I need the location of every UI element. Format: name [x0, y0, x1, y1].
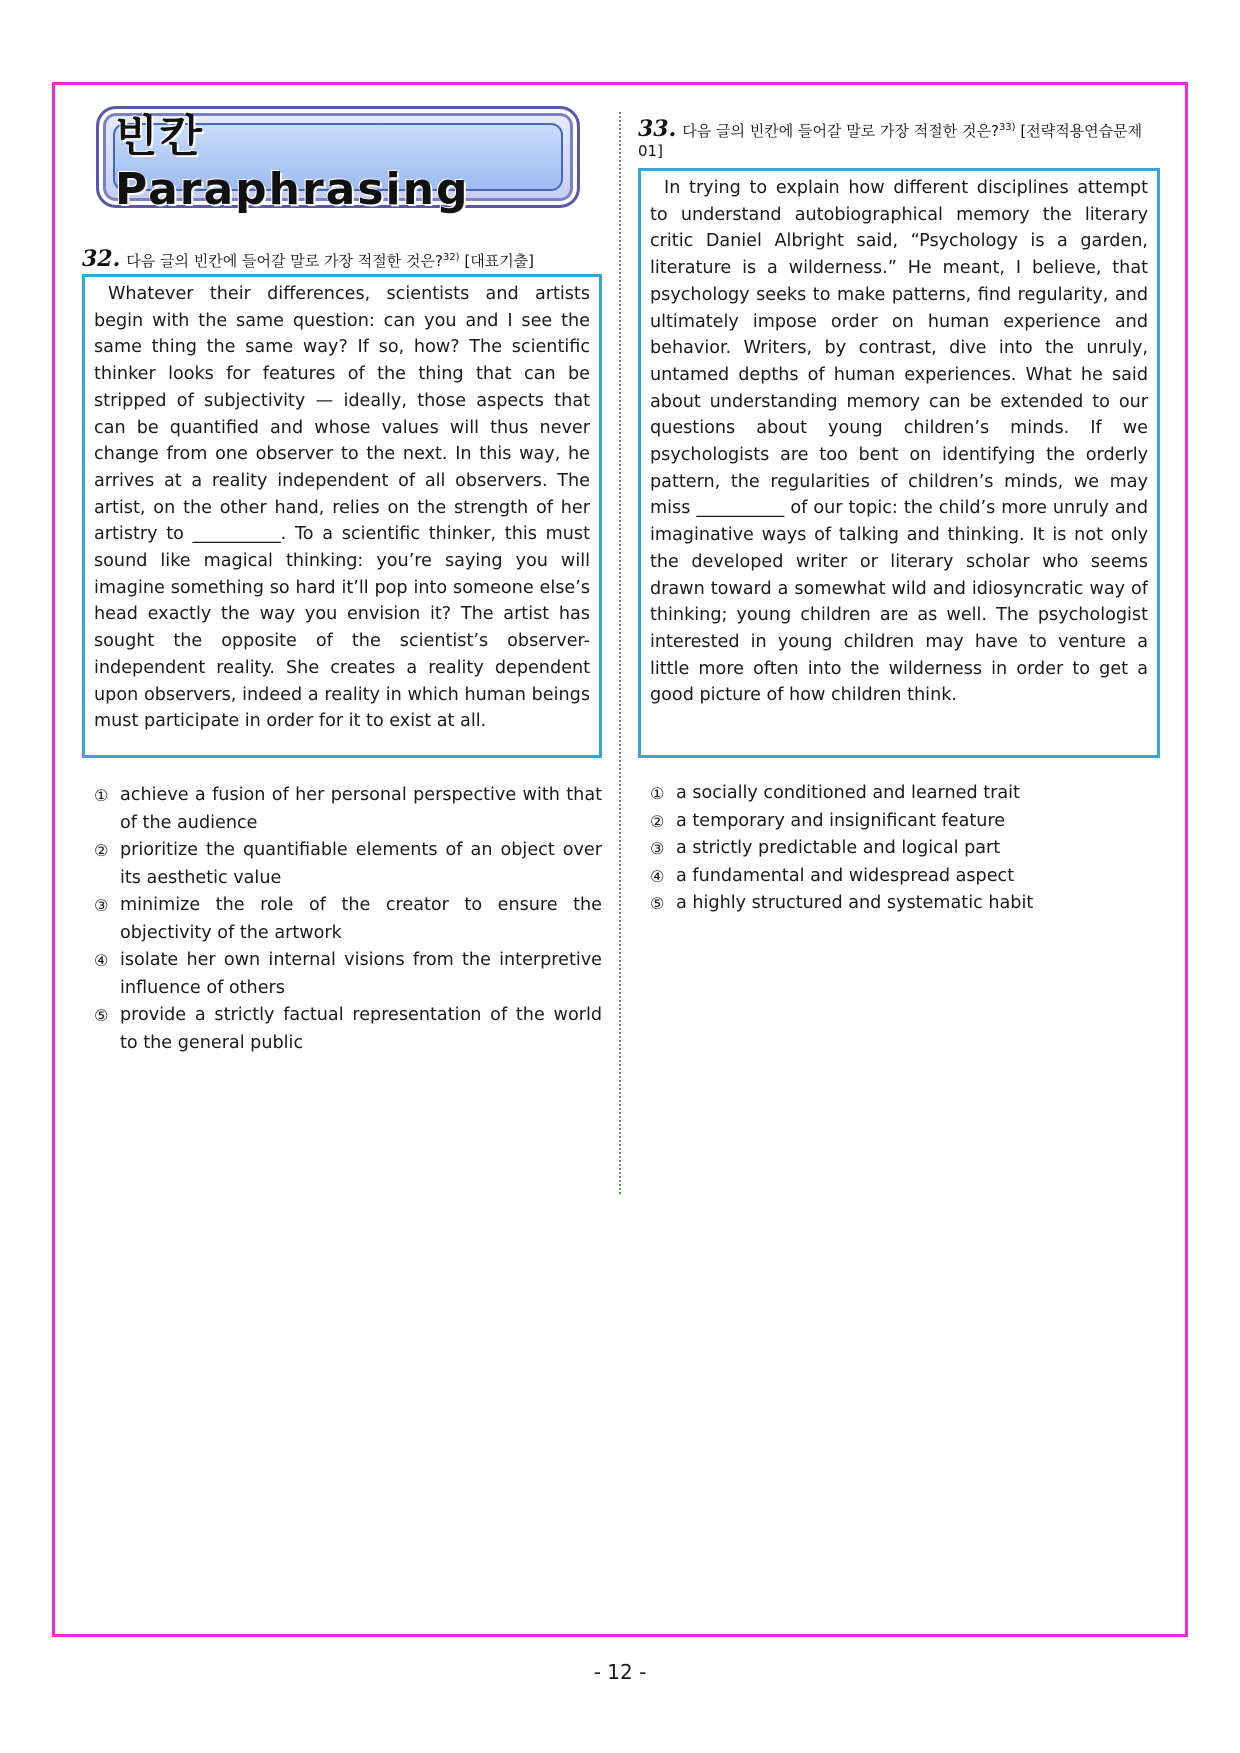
q33-passage-text: In trying to explain how different disciplines attempt to understand autobiographical memory the literary critic Daniel Albright said, “Psychology is a garden, literature is a wilderness.” He meant, I believe, that psychology seeks to make patterns, find regularity, and ultimately impose order on human experience and behavior. Writers, by contrast, dive into the unruly, untamed depths of human experiences. What he said about understanding memory can be extended to our questions about young children’s minds. If we psychologists are too bent on identifying the orderly pattern, the regularities of children’s minds, we may miss __________ of our topic: the child’s more unruly and imaginative ways of talking and thinking. It is not only the developed writer or literary scholar who seems drawn toward a somewhat wild and idiosyncratic way of thinking; young children are as well. The psychologist interested in young children may have to venture a little more often into the wilderness in order to get a good picture of how children think. — [650, 178, 1148, 706]
q33-choice-2[interactable] — [650, 808, 1158, 836]
choice-mark: ① — [650, 784, 665, 803]
choice-text: a temporary and insignificant feature — [676, 810, 1006, 831]
q33-tag: [전략적용연습문제01] — [638, 122, 1143, 160]
choice-text: isolate her own internal visions from the interpretive influence of others — [120, 950, 602, 998]
q33-choice-5[interactable] — [650, 890, 1158, 918]
q33-choice-1[interactable] — [650, 780, 1158, 808]
q32-choice-5[interactable] — [94, 1002, 602, 1057]
q33-header — [638, 118, 1158, 161]
q32-choice-3[interactable] — [94, 892, 602, 947]
q32-choices — [94, 782, 602, 1057]
choice-text: a highly structured and systematic habit — [676, 893, 1034, 913]
q32-header — [82, 248, 602, 271]
choice-mark: ④ — [650, 866, 665, 886]
q33-choices — [650, 780, 1158, 918]
choice-mark: ④ — [94, 951, 109, 970]
choice-text: a fundamental and widespread aspect — [676, 865, 1015, 886]
section-banner — [96, 106, 580, 215]
choice-mark: ③ — [94, 896, 109, 915]
choice-text: a socially conditioned and learned trait — [676, 783, 1020, 803]
q32-tag: [대표기출] — [464, 252, 535, 270]
q33-choice-4[interactable] — [650, 863, 1158, 891]
choice-text: minimize the role of the creator to ensure the objectivity of the artwork — [120, 895, 602, 943]
banner-inner — [113, 110, 563, 215]
choice-mark: ② — [650, 811, 665, 831]
q32-choice-4[interactable] — [94, 947, 602, 1002]
q32-number: 32. — [82, 246, 121, 272]
choice-mark: ⑤ — [94, 1006, 109, 1025]
choice-text: provide a strictly factual representation of the world to the general public — [120, 1005, 602, 1053]
q33-passage-box — [638, 168, 1160, 758]
q33-prompt: 다음 글의 빈칸에 들어갈 말로 가장 적절한 것은? — [682, 122, 999, 140]
q32-passage-text: Whatever their differences, scientists and artists begin with the same question: can you and I see the same thing the same way? If so, how? The scientific thinker looks for features of the thing that can be stripped of subjectivity — ideally, those aspects that can be quantified and whose values will thus never change from one observer to the next. In this way, he arrives at a reality independent of all observers. The artist, on the other hand, relies on the strength of her artistry to __________. To a scientific thinker, this must sound like magical thinking: you’re saying you will imagine something so hard it’ll pop into someone else’s head exactly the way you envision it? The artist has sought the opposite of the scientist’s observer-independent reality. She creates a reality dependent upon observers, indeed a reality in which human beings must participate in order for it to exist at all. — [94, 284, 590, 732]
q32-choice-2[interactable] — [94, 837, 602, 892]
banner-title: 빈칸 Paraphrasing — [115, 110, 470, 215]
choice-text: a strictly predictable and logical part — [676, 838, 1001, 858]
page-number: - 12 - — [593, 1660, 647, 1684]
q33-footnote: 33) — [998, 122, 1016, 133]
choice-text: achieve a fusion of her personal perspective with that of the audience — [120, 785, 602, 833]
q32-prompt: 다음 글의 빈칸에 들어갈 말로 가장 적절한 것은? — [126, 252, 443, 270]
choice-mark: ① — [94, 786, 109, 805]
q32-passage-box — [82, 274, 602, 758]
choice-text: prioritize the quantifiable elements of an object over its aesthetic value — [120, 840, 602, 888]
q32-footnote: 32) — [442, 252, 460, 263]
column-divider — [619, 112, 621, 1194]
q32-choice-1[interactable] — [94, 782, 602, 837]
choice-mark: ② — [94, 841, 109, 860]
q33-choice-3[interactable] — [650, 835, 1158, 863]
choice-mark: ⑤ — [650, 894, 665, 913]
choice-mark: ③ — [650, 839, 665, 858]
q33-number: 33. — [638, 116, 677, 142]
